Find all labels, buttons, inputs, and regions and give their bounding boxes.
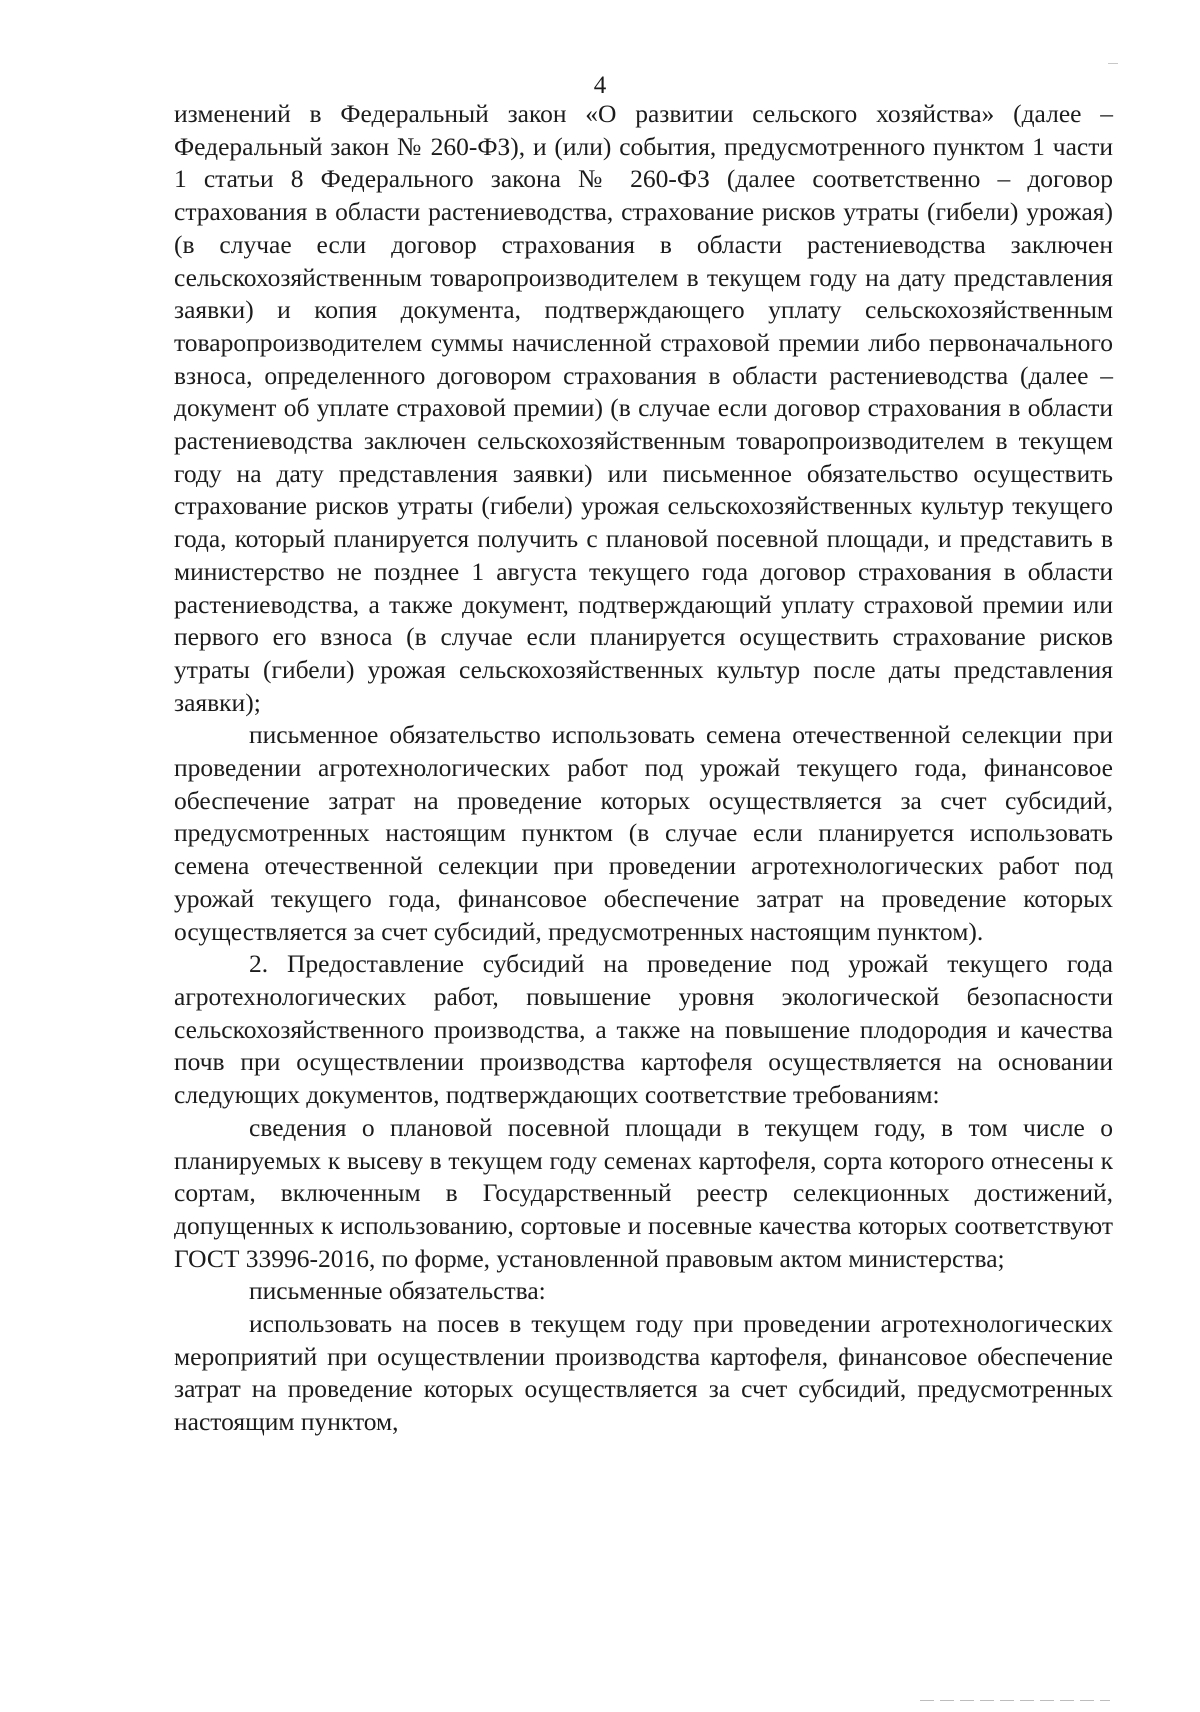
document-body <box>174 98 1113 1439</box>
scan-artifact-top <box>1108 63 1118 64</box>
page-number: 4 <box>593 72 607 99</box>
paragraph-continuation: изменений в Федеральный закон «О развитии сельского хозяйства» (далее – Федеральный закон № 260-ФЗ), и (или) события, предусмотренного пунктом 1 части 1 статьи 8 Федерального закона № 260-ФЗ (далее соответственно – договор страхования в области растениеводства, страхование рисков утраты (гибели) урожая) (в случае если договор страхования в области растениеводства заключен сельскохозяйственным товаропроизводителем в текущем году на дату представления заявки) и копия документа, подтверждающего уплату сельскохозяйственным товаропроизводителем суммы начисленной страховой премии либо первоначального взноса, определенного договором страхования в области растениеводства (далее – документ об уплате страховой премии) (в случае если договор страхования в области растениеводства заключен сельскохозяйственным товаропроизводителем в текущем году на дату представления заявки) или письменное обязательство осуществить страхование рисков утраты (гибели) урожая сельскохозяйственных культур текущего года, который планируется получить с плановой посевной площади, и представить в министерство не позднее 1 августа текущего года договор страхования в области растениеводства, а также документ, подтверждающий уплату страховой премии или первого его взноса (в случае если планируется осуществить страхование рисков утраты (гибели) урожая сельскохозяйственных культур после даты представления заявки); <box>174 99 1113 717</box>
paragraph-sown-area-info: сведения о плановой посевной площади в текущем году, в том числе о планируемых к высеву в текущем году семенах картофеля, сорта которого отнесены к сортам, включенным в Государственный реестр селекционных достижений, допущенных к использованию, сортовые и посевные качества которых соответствуют ГОСТ 33996-2016, по форме, установленной правовым актом министерства; <box>174 1112 1113 1273</box>
paragraph-use-for-sowing: использовать на посев в текущем году при проведении агротехнологических мероприятий при осуществлении производства картофеля, финансовое обеспечение затрат на проведение которых осуществляется за счет субсидий, предусмотренных настоящим пунктом, <box>174 1309 1113 1437</box>
scan-artifact-bottom <box>920 1700 1110 1701</box>
paragraph-section-2: 2. Предоставление субсидий на проведение под урожай текущего года агротехнологических работ, повышение уровня экологической безопасности сельскохозяйственного производства, а также на повышение плодородия и качества почв при осуществлении производства картофеля осуществляется на основании следующих документов, подтверждающих соответствие требованиям: <box>174 949 1113 1110</box>
paragraph-written-obligations: письменные обязательства: <box>249 1276 546 1306</box>
paragraph-seed-obligation: письменное обязательство использовать семена отечественной селекции при проведении агротехнологических работ под урожай текущего года, финансовое обеспечение затрат на проведение которых осуществляется за счет субсидий, предусмотренных настоящим пунктом (в случае если планируется использовать семена отечественной селекции при проведении агротехнологических работ под урожай текущего года, финансовое обеспечение затрат на проведение которых осуществляется за счет субсидий, предусмотренных настоящим пунктом). <box>174 720 1113 946</box>
